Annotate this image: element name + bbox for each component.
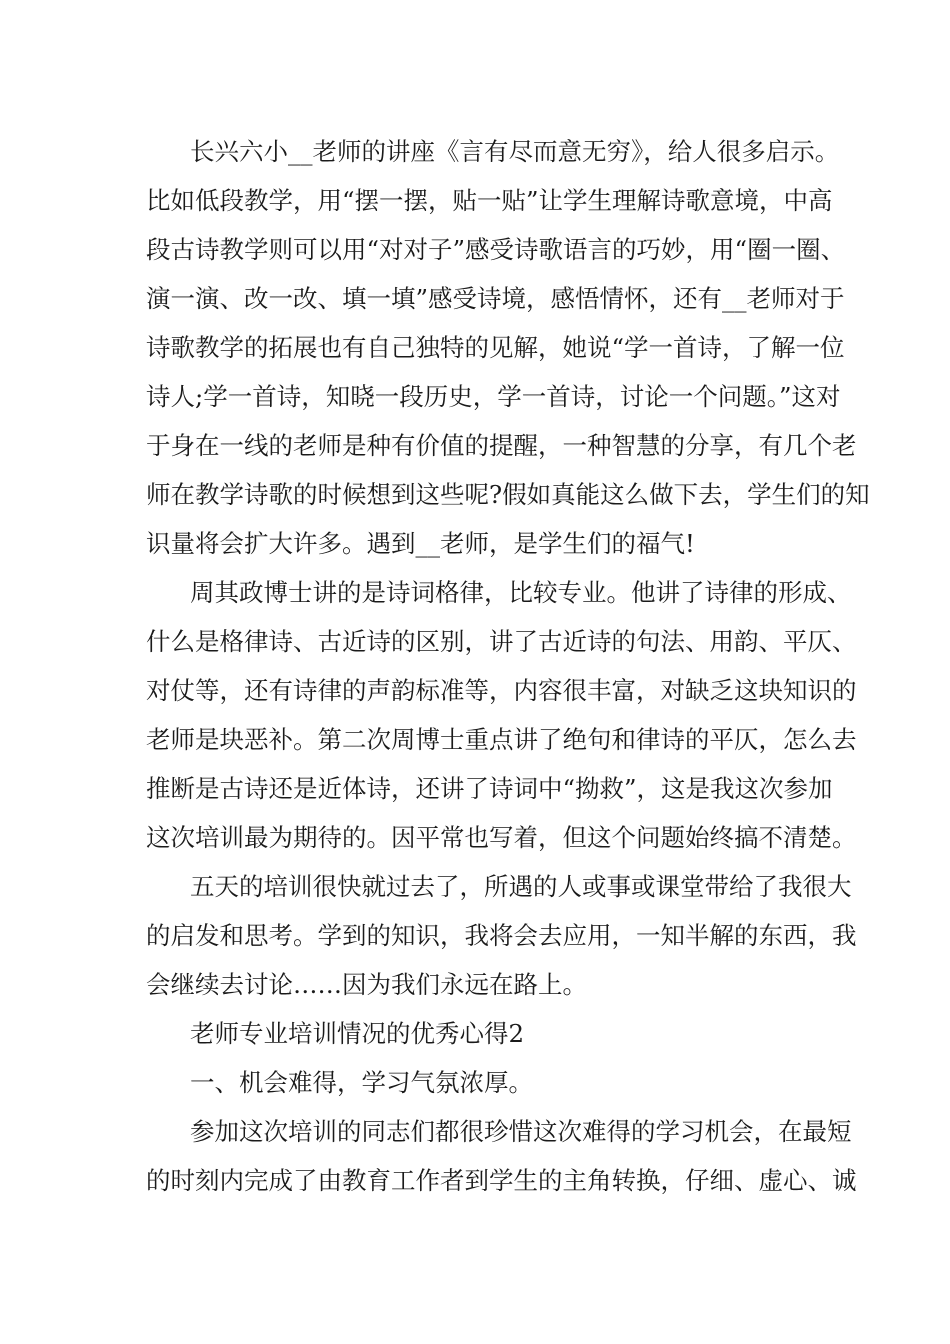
paragraph-line: 长兴六小__老师的讲座《言有尽而意无穷》，给人很多启示。 <box>190 137 840 166</box>
paragraph-line: 段古诗教学则可以用“对对子”感受诗歌语言的巧妙，用“圈一圈、 <box>146 235 846 264</box>
paragraph-line: 于身在一线的老师是种有价值的提醒，一种智慧的分享，有几个老 <box>146 431 857 460</box>
paragraph-line: 推断是古诗还是近体诗，还讲了诗词中“拗救”，这是我这次参加 <box>146 774 833 803</box>
paragraph-line: 的启发和思考。学到的知识，我将会去应用，一知半解的东西，我 <box>146 921 857 950</box>
paragraph-line: 参加这次培训的同志们都很珍惜这次难得的学习机会，在最短 <box>190 1117 852 1146</box>
paragraph-line: 诗人;学一首诗，知晓一段历史，学一首诗，讨论一个问题。”这对 <box>146 382 841 411</box>
paragraph-line: 师在教学诗歌的时候想到这些呢?假如真能这么做下去，学生们的知 <box>146 480 870 509</box>
paragraph-line: 什么是格律诗、古近诗的区别，讲了古近诗的句法、用韵、平仄、 <box>146 627 857 656</box>
paragraph-line: 诗歌教学的拓展也有自己独特的见解，她说“学一首诗，了解一位 <box>146 333 845 362</box>
paragraph-line: 演一演、改一改、填一填”感受诗境，感悟情怀，还有__老师对于 <box>146 284 845 313</box>
paragraph-line: 周其政博士讲的是诗词格律，比较专业。他讲了诗律的形成、 <box>190 578 852 607</box>
paragraph-line: 识量将会扩大许多。遇到__老师，是学生们的福气! <box>146 529 695 558</box>
paragraph-line: 老师是块恶补。第二次周博士重点讲了绝句和律诗的平仄，怎么去 <box>146 725 857 754</box>
paragraph-line: 对仗等，还有诗律的声韵标准等，内容很丰富，对缺乏这块知识的 <box>146 676 857 705</box>
paragraph-line: 的时刻内完成了由教育工作者到学生的主角转换，仔细、虚心、诚 <box>146 1166 857 1195</box>
paragraph-line: 比如低段教学，用“摆一摆，贴一贴”让学生理解诗歌意境，中高 <box>146 186 833 215</box>
paragraph-line: 这次培训最为期待的。因平常也写着，但这个问题始终搞不清楚。 <box>146 823 857 852</box>
subheading: 一、机会难得，学习气氛浓厚。 <box>190 1068 533 1097</box>
paragraph-line: 会继续去讨论……因为我们永远在路上。 <box>146 970 587 999</box>
section-heading: 老师专业培训情况的优秀心得2 <box>190 1019 525 1048</box>
paragraph-line: 五天的培训很快就过去了，所遇的人或事或课堂带给了我很大 <box>190 872 852 901</box>
